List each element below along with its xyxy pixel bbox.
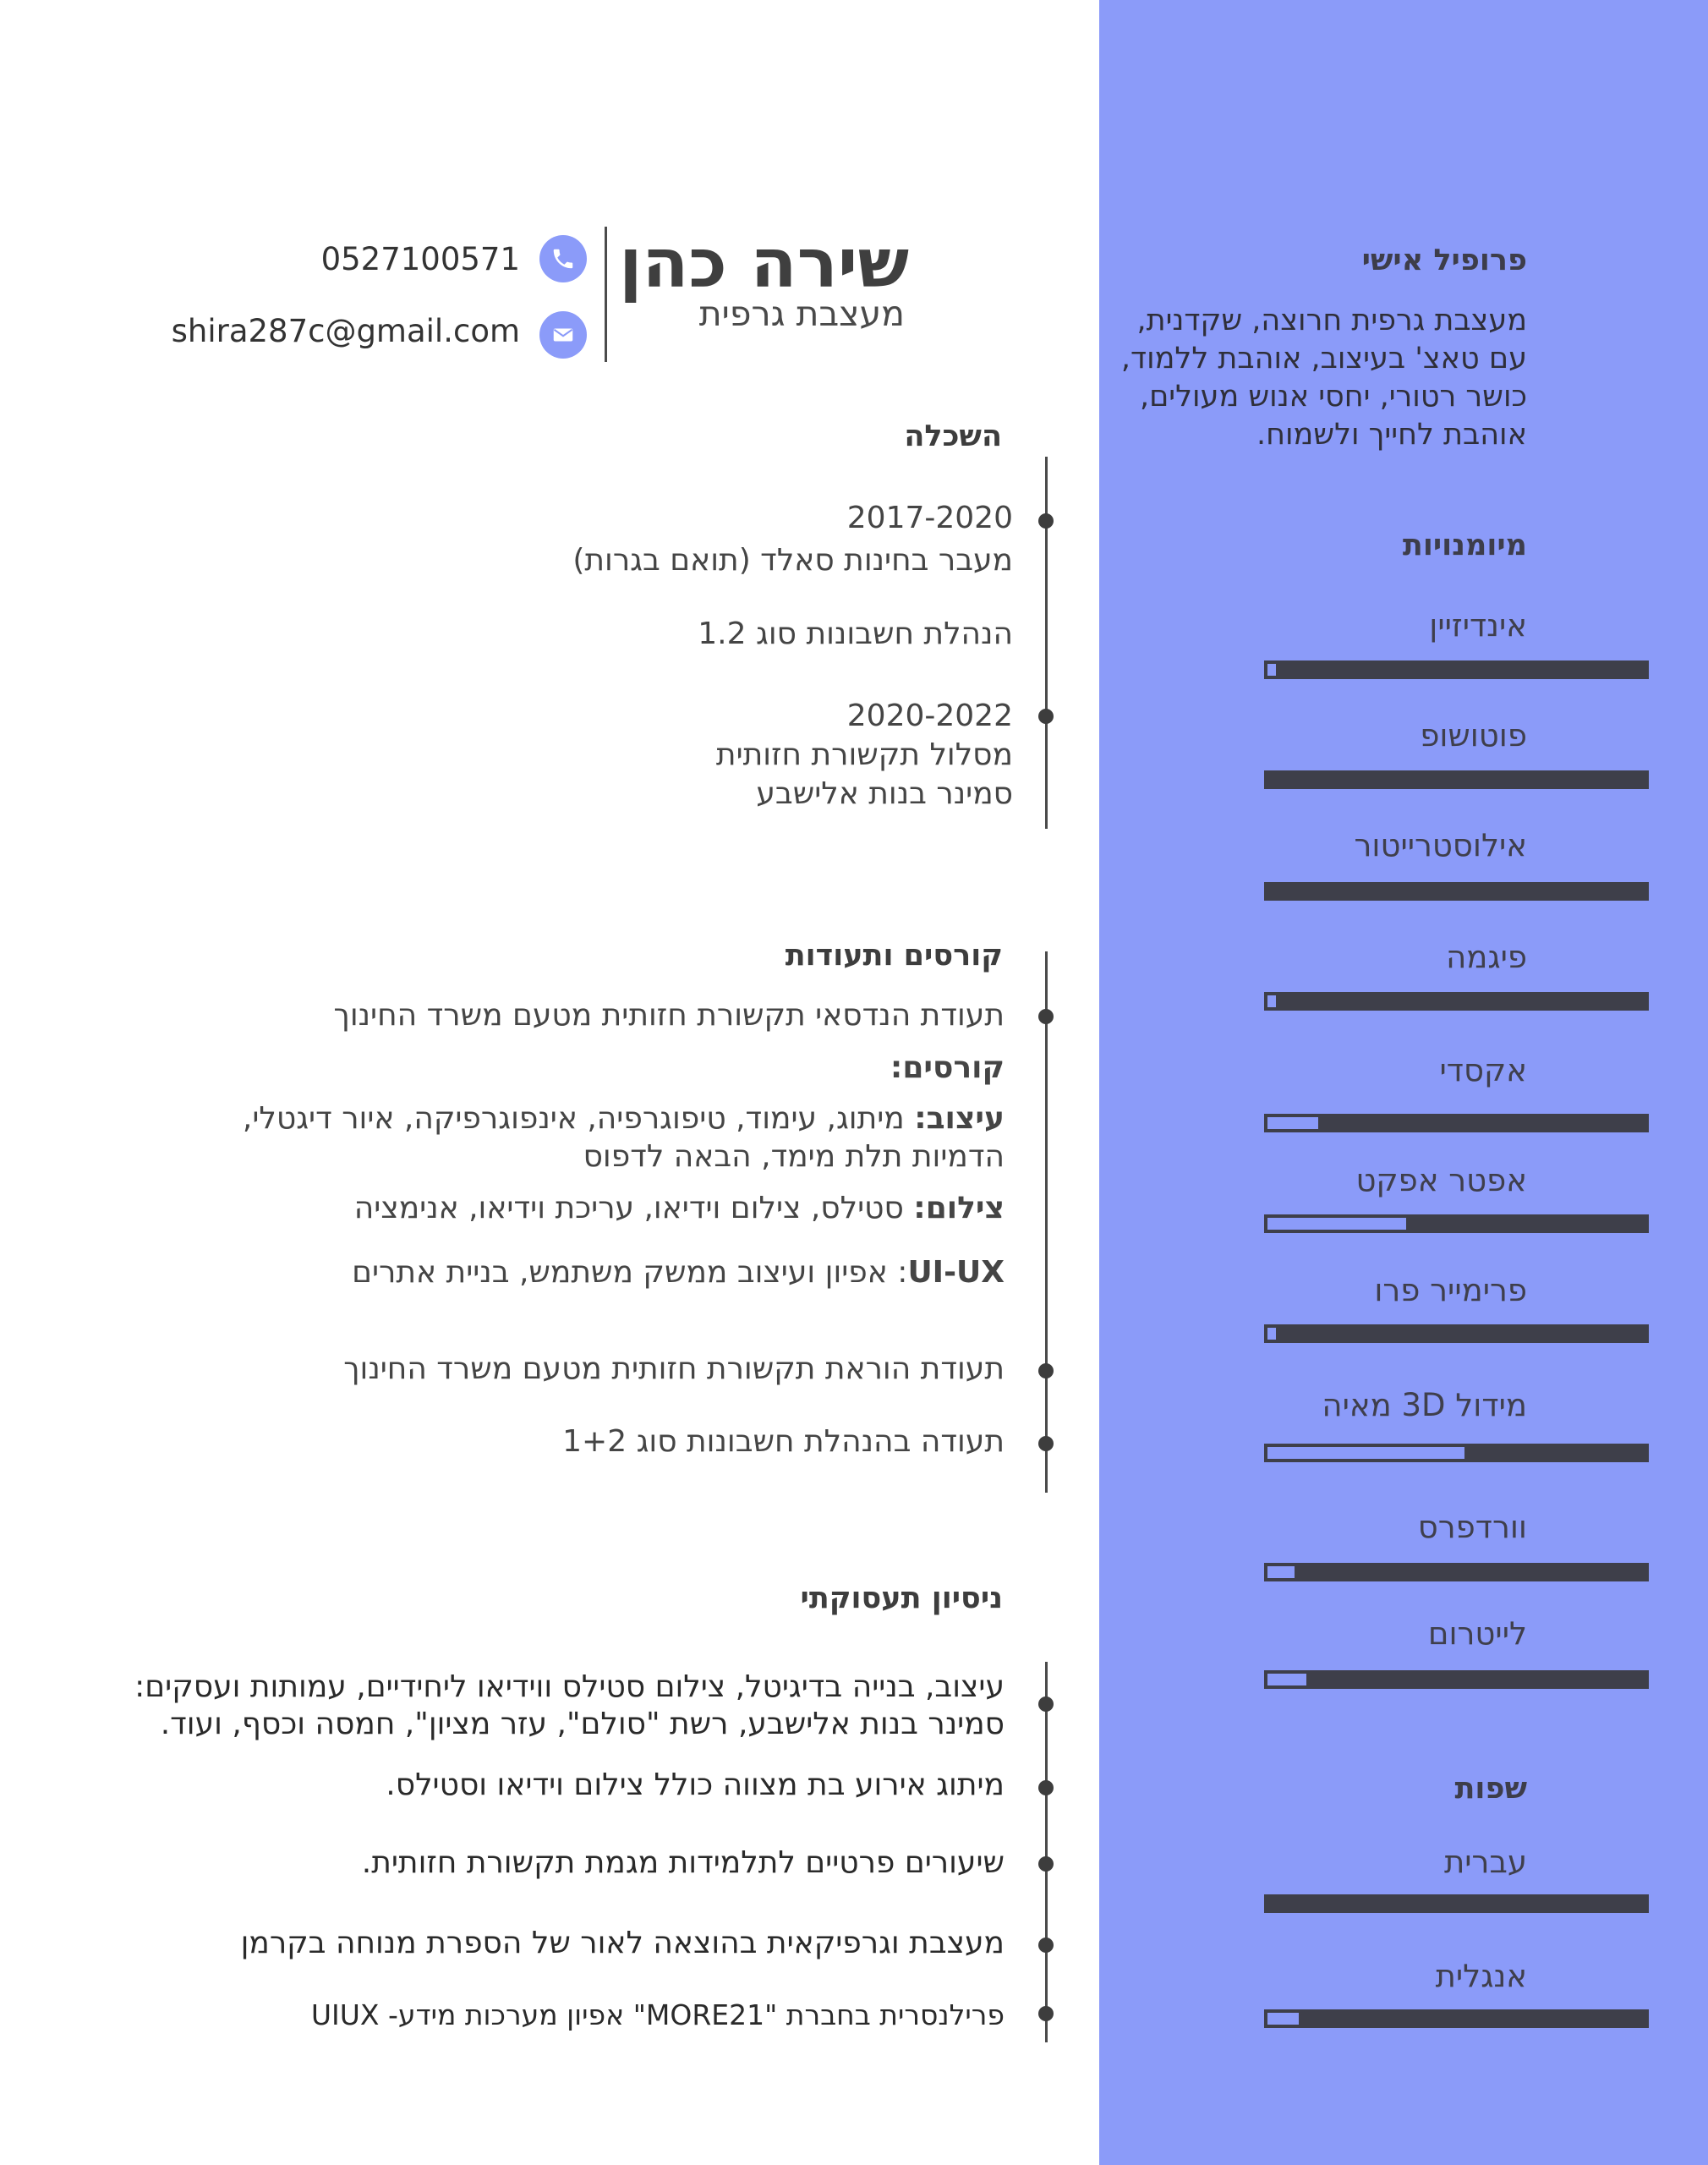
skill-bar-fill — [1267, 1674, 1306, 1685]
envelope-icon — [539, 311, 587, 359]
design-courses-cont: הדמיות תלת מימד, הבאה לדפוס — [583, 1139, 1005, 1174]
skills-title: מיומנויות — [1402, 529, 1527, 562]
skill-label: אקסדי — [1439, 1052, 1527, 1088]
profile-line: אוהבת לחייך ולשמוח. — [1256, 418, 1527, 452]
experience-item-cont: סמינר בנות אלישבע, רשת "סולם", עזר מציון", חמסה וכסף, ועוד. — [160, 1707, 1005, 1741]
timeline-dot — [1038, 1436, 1054, 1451]
photo-courses — [354, 1189, 1005, 1227]
sidebar — [1099, 0, 1708, 2165]
skill-label: פוטושופ — [1420, 717, 1527, 754]
skill-label: פרימייר פרו — [1374, 1272, 1527, 1308]
education-item: מעבר בחינות סאלד (תואם בגרות) — [572, 543, 1013, 578]
skill-bar — [1264, 770, 1649, 789]
timeline-dot — [1038, 1780, 1054, 1795]
uiux-text: : אפיון ועיצוב ממשק משתמש, בניית אתרים — [352, 1255, 908, 1290]
experience-timeline — [1045, 1662, 1048, 2042]
timeline-dot — [1038, 513, 1054, 529]
design-label: עיצוב: — [914, 1101, 1005, 1136]
education-title: השכלה — [904, 419, 1002, 453]
timeline-dot — [1038, 1363, 1054, 1378]
skill-bar-fill — [1267, 1447, 1464, 1459]
uiux-courses — [352, 1253, 1005, 1291]
skill-label: אפטר אפקט — [1355, 1162, 1527, 1198]
skill-bar — [1264, 660, 1649, 679]
skill-label: אינדיזיין — [1429, 607, 1527, 644]
certificate-item: תעודת הנדסאי תקשורת חזותית מטעם משרד החינוך — [333, 998, 1005, 1033]
language-label: אנגלית — [1435, 1958, 1527, 1994]
skill-bar — [1264, 1214, 1649, 1233]
timeline-dot — [1038, 1938, 1054, 1953]
skill-bar-fill — [1267, 995, 1276, 1007]
skill-label: לייטרום — [1427, 1615, 1527, 1652]
skill-bar — [1264, 1114, 1649, 1132]
skill-bar — [1264, 1670, 1649, 1689]
timeline-dot — [1038, 2006, 1054, 2021]
experience-item: עיצוב, בנייה בדיגיטל, צילום סטילס ווידיאו ליחידיים, עמותות ועסקים: — [134, 1669, 1005, 1704]
photo-text: סטילס, צילום וידיאו, עריכת וידיאו, אנימציה — [353, 1191, 914, 1225]
education-item: הנהלת חשבונות סוג 1.2 — [698, 617, 1013, 651]
design-courses — [243, 1099, 1005, 1137]
phone-icon — [539, 235, 587, 282]
email-address[interactable]: shira287c@gmail.com — [171, 313, 520, 349]
timeline-dot — [1038, 1009, 1054, 1024]
applicant-name: שירה כהן — [619, 224, 909, 303]
timeline-dot — [1038, 709, 1054, 724]
courses-title: קורסים ותעודות — [785, 939, 1003, 973]
skill-bar — [1264, 882, 1649, 901]
profile-title: פרופיל אישי — [1361, 244, 1527, 277]
language-label: עברית — [1443, 1844, 1527, 1880]
design-text: מיתוג, עימוד, טיפוגרפיה, אינפוגרפיקה, איור דיגטלי, — [242, 1101, 915, 1136]
language-bar — [1264, 2009, 1649, 2028]
skill-label: אילוסטרייטור — [1354, 827, 1527, 863]
courses-label-text: קורסים: — [890, 1050, 1005, 1085]
experience-item: מעצבת וגרפיקאית בהוצאה לאור של הספרת מנוחה בקרמן — [240, 1926, 1005, 1960]
education-timeline — [1045, 457, 1048, 829]
experience-title: ניסיון תעסוקתי — [800, 1581, 1003, 1615]
certificate-item: תעודה בהנהלת חשבונות סוג 1+2 — [562, 1424, 1005, 1459]
skill-bar — [1264, 1444, 1649, 1462]
skill-bar — [1264, 1324, 1649, 1343]
skill-bar-fill — [1267, 1566, 1295, 1578]
language-bar — [1264, 1894, 1649, 1913]
experience-item: מיתוג אירוע בת מצווה כולל צילום וידיאו וסטילס. — [386, 1768, 1005, 1802]
skill-bar-fill — [1267, 1117, 1318, 1129]
photo-label: צילום: — [913, 1191, 1005, 1225]
header-divider — [605, 227, 607, 362]
skill-bar — [1264, 1563, 1649, 1581]
courses-label — [890, 1049, 1005, 1087]
phone-number[interactable]: 0527100571 — [320, 241, 520, 277]
education-item: סמינר בנות אלישבע — [756, 776, 1013, 811]
languages-title: שפות — [1454, 1772, 1527, 1806]
uiux-label: UI-UX — [907, 1255, 1005, 1290]
education-years: 2017-2020 — [846, 501, 1013, 535]
skill-label: וורדפרס — [1417, 1509, 1527, 1545]
skill-bar — [1264, 992, 1649, 1011]
experience-item: פרילנסרית בחברת "MORE21" אפיון מערכות מידע- UIUX — [310, 1998, 1005, 2031]
skill-bar-fill — [1267, 664, 1276, 676]
certificate-item: תעודת הוראת תקשורת חזותית מטעם משרד החינוך — [343, 1351, 1005, 1386]
language-bar-fill — [1267, 2013, 1299, 2025]
skill-label: מידול 3D מאיה — [1322, 1387, 1527, 1423]
profile-text — [1121, 302, 1527, 454]
timeline-dot — [1038, 1856, 1054, 1872]
profile-line: מעצבת גרפית חרוצה, שקדנית, — [1136, 304, 1527, 337]
courses-timeline — [1045, 951, 1048, 1493]
skill-bar-fill — [1267, 1218, 1406, 1230]
skill-label: פיגמה — [1446, 939, 1527, 975]
timeline-dot — [1038, 1696, 1054, 1712]
experience-item: שיעורים פרטיים לתלמידות מגמת תקשורת חזותית. — [361, 1845, 1005, 1880]
applicant-role: מעצבת גרפית — [698, 293, 905, 334]
education-item: מסלול תקשורת חזותית — [715, 737, 1013, 772]
skill-bar-fill — [1267, 1328, 1276, 1340]
profile-line: עם טאצ' בעיצוב, אוהבת ללמוד, — [1120, 342, 1527, 375]
education-years: 2020-2022 — [846, 699, 1013, 733]
profile-line: כושר רטורי, יחסי אנוש מעולים, — [1139, 380, 1527, 414]
